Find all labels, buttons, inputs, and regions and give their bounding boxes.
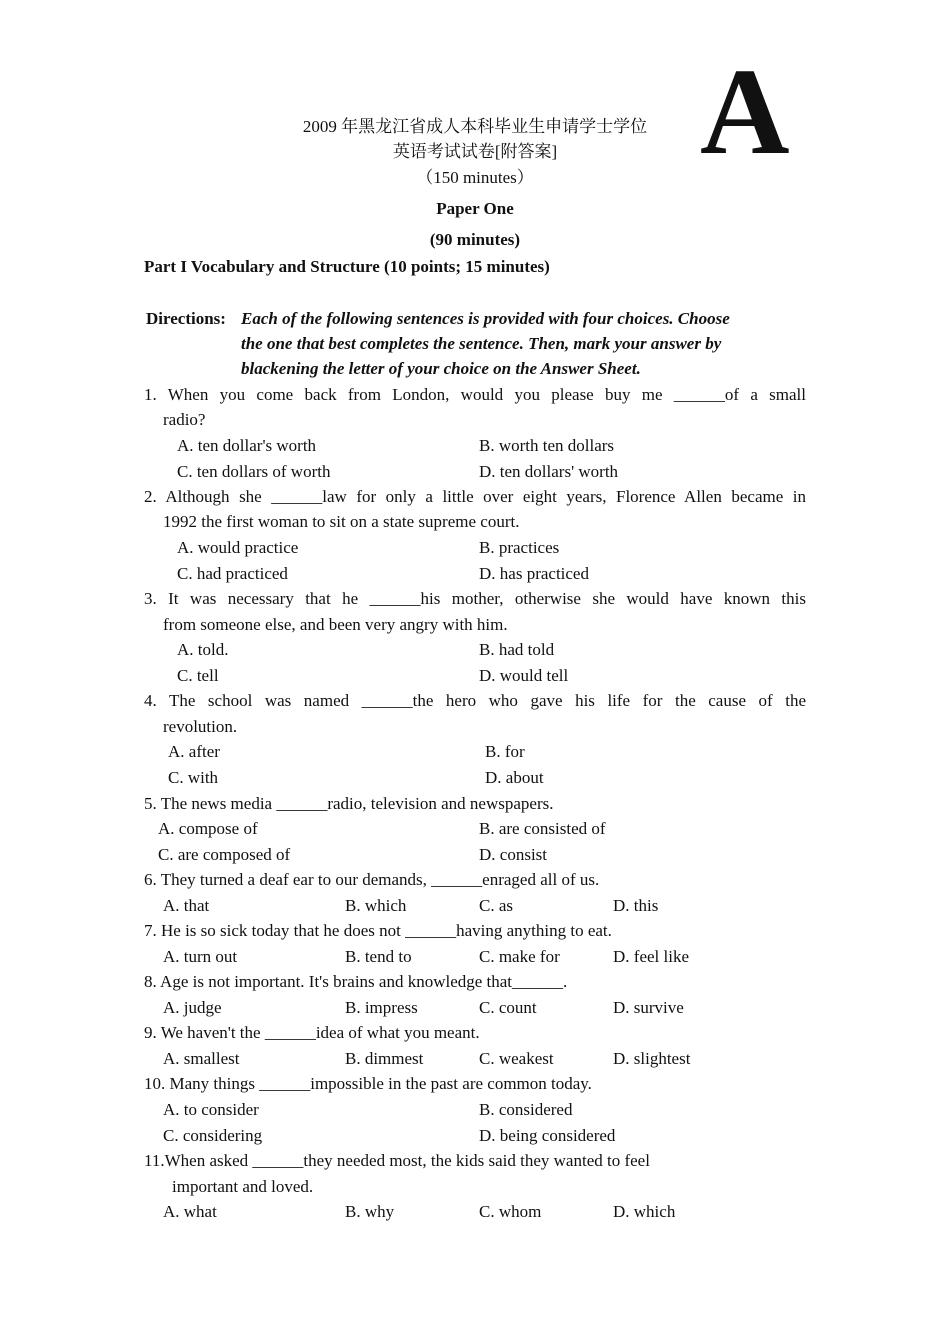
option-d: D. slightest — [613, 1049, 691, 1068]
option-c: C. as — [479, 896, 513, 915]
exam-title-line2: 英语考试试卷[附答案] — [392, 142, 558, 161]
option-d: D. which — [613, 1202, 676, 1221]
question-stem: 9. We haven't the ______idea of what you meant. — [144, 1023, 480, 1042]
question-stem: 7. He is so sick today that he does not ______having anything to eat. — [144, 921, 612, 940]
question-stem: 5. The news media ______radio, television and newspapers. — [144, 794, 554, 813]
option-a: A. told. — [177, 640, 229, 659]
option-b: B. dimmest — [345, 1049, 424, 1068]
option-b: B. practices — [479, 538, 560, 557]
option-c: C. with — [168, 768, 219, 787]
question-stem: 6. They turned a deaf ear to our demands, ______enraged all of us. — [144, 870, 600, 889]
option-a: A. what — [163, 1202, 217, 1221]
option-c: C. are composed of — [158, 845, 291, 864]
option-b: B. impress — [345, 998, 418, 1017]
paper-version-letter: A — [700, 43, 790, 180]
option-d: D. has practiced — [479, 564, 589, 583]
option-b: B. tend to — [345, 947, 412, 966]
question-stem: 3. It was necessary that he ______his mother, otherwise she would have known this — [144, 589, 806, 608]
option-b: B. worth ten dollars — [479, 436, 615, 455]
option-d: D. consist — [479, 845, 547, 864]
option-b: B. considered — [479, 1100, 573, 1119]
option-b: B. which — [345, 896, 407, 915]
question-stem: 2. Although she ______law for only a little over eight years, Florence Allen became in — [144, 487, 806, 506]
option-c: C. had practiced — [177, 564, 288, 583]
option-c: C. count — [479, 998, 537, 1017]
option-a: A. would practice — [177, 538, 299, 557]
option-c: C. weakest — [479, 1049, 554, 1068]
option-b: B. for — [485, 742, 525, 761]
question-stem-cont: from someone else, and been very angry with him. — [163, 615, 508, 634]
option-d: D. survive — [613, 998, 684, 1017]
directions-label: Directions: — [146, 309, 226, 328]
option-a: A. judge — [163, 998, 222, 1017]
option-b: B. had told — [479, 640, 555, 659]
directions-line3: blackening the letter of your choice on the Answer Sheet. — [241, 359, 641, 378]
question-stem: 11.When asked ______they needed most, the kids said they wanted to feel — [144, 1151, 650, 1170]
option-b: B. why — [345, 1202, 395, 1221]
question-stem-cont: radio? — [163, 410, 206, 429]
option-c: C. tell — [177, 666, 219, 685]
directions-line2: the one that best completes the sentence. Then, mark your answer by — [241, 334, 722, 353]
question-stem-cont: revolution. — [163, 717, 238, 736]
option-a: A. turn out — [163, 947, 238, 966]
option-c: C. make for — [479, 947, 560, 966]
option-a: A. ten dollar's worth — [177, 436, 317, 455]
exam-duration: （150 minutes） — [416, 168, 534, 187]
option-c: C. considering — [163, 1126, 263, 1145]
option-d: D. ten dollars' worth — [479, 462, 619, 481]
option-d: D. would tell — [479, 666, 569, 685]
question-stem-cont: 1992 the first woman to sit on a state supreme court. — [163, 512, 520, 531]
paper-duration: (90 minutes) — [429, 230, 521, 249]
paper-title: Paper One — [436, 199, 514, 218]
option-d: D. this — [613, 896, 659, 915]
question-stem: 1. When you come back from London, would you please buy me ______of a small — [144, 385, 806, 404]
option-c: C. ten dollars of worth — [177, 462, 331, 481]
option-d: D. feel like — [613, 947, 689, 966]
question-stem-cont: important and loved. — [172, 1177, 314, 1196]
question-stem: 4. The school was named ______the hero who gave his life for the cause of the — [144, 691, 806, 710]
option-d: D. being considered — [479, 1126, 616, 1145]
part-heading: Part I Vocabulary and Structure (10 points; 15 minutes) — [144, 257, 550, 276]
option-c: C. whom — [479, 1202, 542, 1221]
option-b: B. are consisted of — [479, 819, 606, 838]
directions-line1: Each of the following sentences is provided with four choices. Choose — [241, 309, 730, 328]
question-stem: 8. Age is not important. It's brains and knowledge that______. — [144, 972, 568, 991]
option-a: A. that — [163, 896, 210, 915]
exam-title-line1: 2009 年黑龙江省成人本科毕业生申请学士学位 — [302, 117, 648, 136]
option-a: A. smallest — [163, 1049, 240, 1068]
question-stem: 10. Many things ______impossible in the past are common today. — [144, 1074, 592, 1093]
option-a: A. compose of — [158, 819, 258, 838]
option-a: A. to consider — [163, 1100, 259, 1119]
option-a: A. after — [168, 742, 220, 761]
option-d: D. about — [485, 768, 544, 787]
